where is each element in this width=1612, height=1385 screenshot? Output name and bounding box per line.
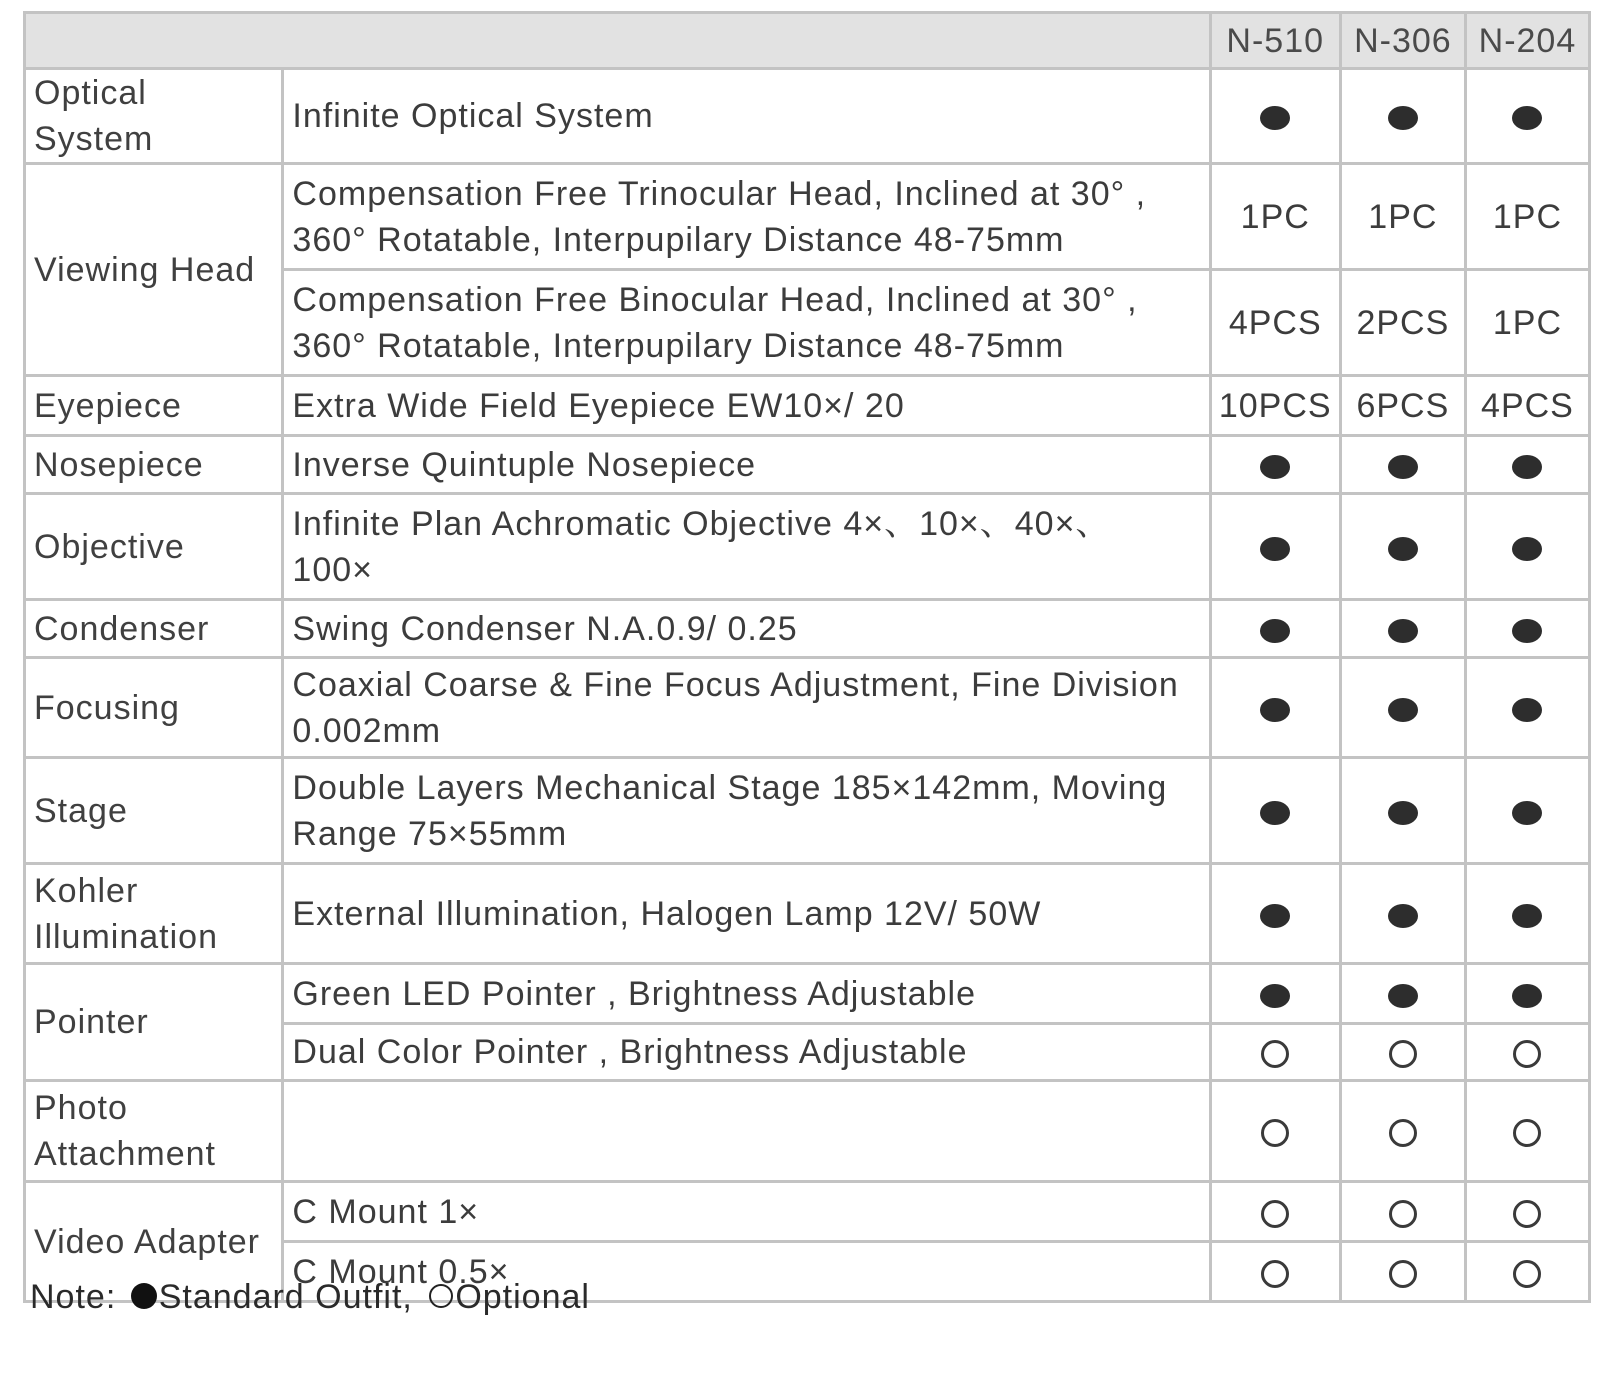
item-cell: External Illumination, Halogen Lamp 12V/ 50W	[283, 864, 1210, 964]
standard-dot-icon	[1260, 619, 1290, 643]
standard-dot-icon	[1260, 904, 1290, 928]
value-cell	[1465, 964, 1589, 1024]
value-cell: 4PCS	[1465, 376, 1589, 436]
value-cell: 2PCS	[1340, 270, 1465, 376]
value-cell	[1210, 494, 1340, 600]
value-cell	[1465, 658, 1589, 758]
standard-dot-icon	[1512, 537, 1542, 561]
header-blank	[25, 13, 1211, 69]
category-cell: Optical System	[25, 69, 283, 164]
standard-dot-icon	[131, 1283, 157, 1309]
category-line: Kohler	[34, 871, 139, 910]
value-cell	[1465, 864, 1589, 964]
value-cell	[1340, 600, 1465, 658]
value-cell	[1340, 1182, 1465, 1242]
item-cell	[283, 270, 1210, 376]
standard-dot-icon	[1260, 106, 1290, 130]
table-row	[25, 69, 1590, 164]
value-cell	[1210, 1242, 1340, 1302]
category-cell	[25, 1081, 283, 1182]
value-cell	[1465, 1242, 1589, 1302]
value-cell	[1465, 600, 1589, 658]
value-cell	[1465, 1024, 1589, 1081]
category-cell: Eyepiece	[25, 376, 283, 436]
optional-circle-icon	[1389, 1200, 1417, 1228]
value-cell	[1465, 1182, 1589, 1242]
standard-dot-icon	[1388, 455, 1418, 479]
standard-dot-icon	[1388, 984, 1418, 1008]
standard-dot-icon	[1260, 984, 1290, 1008]
note-optional-label: Optional	[455, 1278, 590, 1316]
header-row	[25, 13, 1590, 69]
header-model: N-204	[1465, 13, 1589, 69]
standard-dot-icon	[1388, 904, 1418, 928]
item-line: 0.002mm	[292, 711, 442, 750]
value-cell	[1340, 1024, 1465, 1081]
value-cell	[1210, 436, 1340, 494]
value-cell	[1340, 964, 1465, 1024]
value-cell	[1340, 1242, 1465, 1302]
value-cell	[1340, 69, 1465, 164]
optional-circle-icon	[1389, 1260, 1417, 1288]
category-cell: Stage	[25, 758, 283, 864]
optional-circle-icon	[1261, 1040, 1289, 1068]
standard-dot-icon	[1388, 537, 1418, 561]
header-model: N-306	[1340, 13, 1465, 69]
standard-dot-icon	[1512, 106, 1542, 130]
item-line: Compensation Free Trinocular Head, Inclined at 30° ,	[292, 174, 1147, 213]
item-cell	[283, 758, 1210, 864]
optional-circle-icon	[1261, 1260, 1289, 1288]
category-cell: Condenser	[25, 600, 283, 658]
optional-circle-icon	[1389, 1119, 1417, 1147]
item-cell: Inverse Quintuple Nosepiece	[283, 436, 1210, 494]
standard-dot-icon	[1260, 698, 1290, 722]
table-row	[25, 864, 1590, 964]
standard-dot-icon	[1388, 801, 1418, 825]
item-line: 360° Rotatable, Interpupilary Distance 48-75mm	[292, 220, 1065, 259]
value-cell	[1210, 69, 1340, 164]
item-cell: C Mount 0.5×	[283, 1242, 1210, 1302]
value-cell	[1465, 436, 1589, 494]
item-line: 100×	[292, 550, 373, 589]
item-cell: Green LED Pointer , Brightness Adjustable	[283, 964, 1210, 1024]
category-cell: Pointer	[25, 964, 283, 1081]
category-cell: Focusing	[25, 658, 283, 758]
optional-circle-icon	[1261, 1200, 1289, 1228]
item-line: Compensation Free Binocular Head, Inclined at 30° ,	[292, 280, 1138, 319]
optional-circle-icon	[1513, 1040, 1541, 1068]
item-cell: Dual Color Pointer , Brightness Adjustable	[283, 1024, 1210, 1081]
table-row	[25, 436, 1590, 494]
header-model: N-510	[1210, 13, 1340, 69]
value-cell	[1210, 1024, 1340, 1081]
category-cell	[25, 864, 283, 964]
value-cell: 1PC	[1465, 164, 1589, 270]
standard-dot-icon	[1512, 698, 1542, 722]
table-row	[25, 494, 1590, 600]
item-line: Range 75×55mm	[292, 814, 568, 853]
optional-circle-icon	[1261, 1119, 1289, 1147]
category-line: Photo	[34, 1089, 128, 1127]
value-cell	[1340, 864, 1465, 964]
standard-dot-icon	[1388, 619, 1418, 643]
value-cell	[1465, 69, 1589, 164]
standard-dot-icon	[1512, 801, 1542, 825]
category-line: Illumination	[34, 917, 218, 956]
category-cell: Viewing Head	[25, 164, 283, 376]
category-cell: Video Adapter	[25, 1182, 283, 1302]
standard-dot-icon	[1512, 619, 1542, 643]
table-row	[25, 1081, 1590, 1182]
optional-circle-icon	[1513, 1260, 1541, 1288]
item-line: Double Layers Mechanical Stage 185×142mm, Moving	[292, 768, 1168, 807]
item-cell: Extra Wide Field Eyepiece EW10×/ 20	[283, 376, 1210, 436]
value-cell	[1210, 1081, 1340, 1182]
item-line: Coaxial Coarse & Fine Focus Adjustment, Fine Division	[292, 665, 1179, 704]
table-row	[25, 758, 1590, 864]
value-cell	[1210, 758, 1340, 864]
value-cell	[1210, 1182, 1340, 1242]
standard-dot-icon	[1388, 106, 1418, 130]
table-row	[25, 600, 1590, 658]
value-cell: 4PCS	[1210, 270, 1340, 376]
value-cell	[1210, 964, 1340, 1024]
value-cell	[1465, 494, 1589, 600]
table-row	[25, 658, 1590, 758]
standard-dot-icon	[1388, 698, 1418, 722]
table-row	[25, 164, 1590, 270]
item-cell: Swing Condenser N.A.0.9/ 0.25	[283, 600, 1210, 658]
item-cell: C Mount 1×	[283, 1182, 1210, 1242]
value-cell	[1340, 658, 1465, 758]
value-cell	[1340, 758, 1465, 864]
item-line: Infinite Plan Achromatic Objective 4×、10×、40×、	[292, 504, 1111, 543]
table-row	[25, 964, 1590, 1024]
optional-circle-icon	[1389, 1040, 1417, 1068]
value-cell: 1PC	[1210, 164, 1340, 270]
standard-dot-icon	[1260, 537, 1290, 561]
legend-note	[30, 1278, 590, 1317]
item-cell: Infinite Optical System	[283, 69, 1210, 164]
item-cell	[283, 658, 1210, 758]
value-cell	[1210, 658, 1340, 758]
value-cell: 1PC	[1340, 164, 1465, 270]
value-cell	[1465, 1081, 1589, 1182]
value-cell	[1340, 1081, 1465, 1182]
item-cell	[283, 1081, 1210, 1182]
value-cell	[1340, 436, 1465, 494]
spec-table	[23, 11, 1591, 1303]
item-cell	[283, 164, 1210, 270]
note-prefix: Note:	[30, 1278, 127, 1316]
item-cell	[283, 494, 1210, 600]
optional-circle-icon	[429, 1284, 453, 1308]
value-cell: 1PC	[1465, 270, 1589, 376]
item-line: 360° Rotatable, Interpupilary Distance 48-75mm	[292, 326, 1065, 365]
value-cell	[1465, 758, 1589, 864]
optional-circle-icon	[1513, 1200, 1541, 1228]
optional-circle-icon	[1513, 1119, 1541, 1147]
table-row	[25, 1182, 1590, 1242]
category-line: Attachment	[34, 1135, 216, 1173]
category-cell: Objective	[25, 494, 283, 600]
category-cell: Nosepiece	[25, 436, 283, 494]
value-cell	[1210, 600, 1340, 658]
note-standard-label: Standard Outfit,	[158, 1278, 413, 1316]
value-cell: 10PCS	[1210, 376, 1340, 436]
table-row	[25, 376, 1590, 436]
standard-dot-icon	[1512, 984, 1542, 1008]
standard-dot-icon	[1512, 455, 1542, 479]
standard-dot-icon	[1260, 801, 1290, 825]
standard-dot-icon	[1260, 455, 1290, 479]
value-cell	[1210, 864, 1340, 964]
standard-dot-icon	[1512, 904, 1542, 928]
value-cell	[1340, 494, 1465, 600]
value-cell: 6PCS	[1340, 376, 1465, 436]
